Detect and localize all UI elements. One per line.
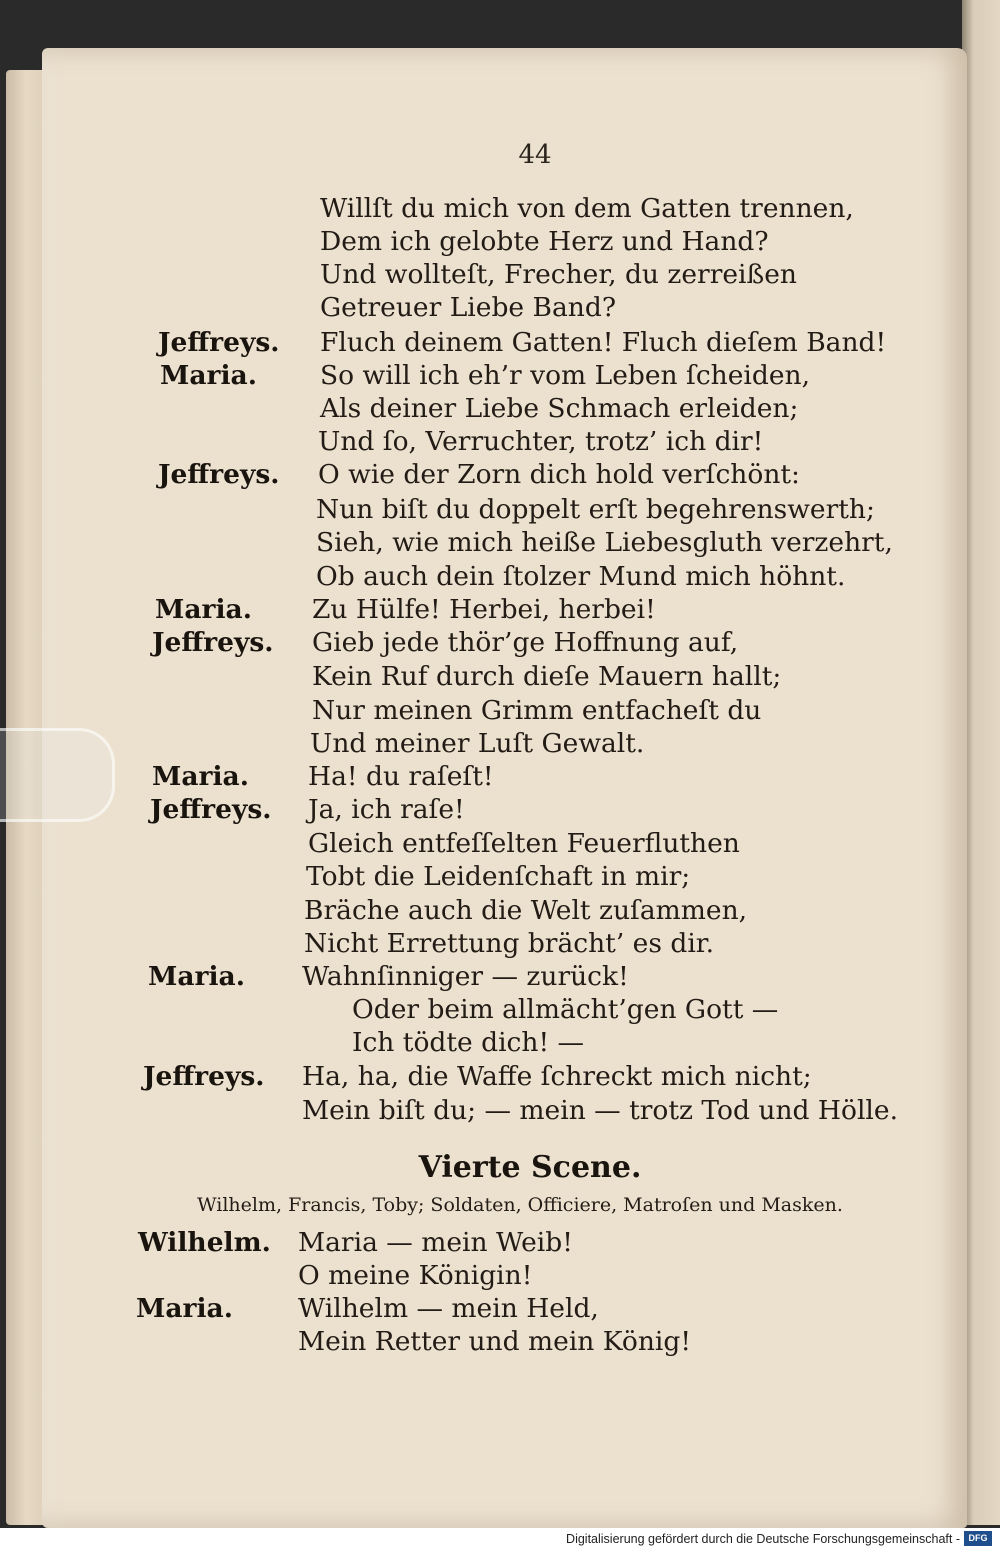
speaker-name: Maria. xyxy=(160,360,257,391)
verse-line: Tobt die Leidenſchaft in mir; xyxy=(306,861,691,892)
verse-line: Mein biſt du; — mein — trotz Tod und Hölle. xyxy=(302,1095,899,1126)
dfg-logo: DFG xyxy=(964,1531,992,1546)
verse-line: Ich tödte dich! — xyxy=(352,1027,585,1058)
page-clip xyxy=(0,728,115,822)
verse-line: Wahnſinniger — zurück! xyxy=(302,961,629,992)
verse-line: Bräche auch die Welt zuſammen, xyxy=(304,895,748,926)
verse-line: Ob auch dein ſtolzer Mund mich höhnt. xyxy=(316,561,846,592)
verse-line: Oder beim allmächt’gen Gott — xyxy=(352,994,779,1025)
verse-line: Getreuer Liebe Band? xyxy=(320,292,617,323)
verse-line: Sieh, wie mich heiße Liebesgluth verzehrt, xyxy=(316,527,893,558)
verse-line: Gieb jede thör’ge Hoffnung auf, xyxy=(312,627,739,658)
speaker-name: Jeffreys. xyxy=(143,1061,265,1092)
verse-line: Willſt du mich von dem Gatten trennen, xyxy=(320,193,854,224)
verse-line: Und meiner Luſt Gewalt. xyxy=(310,728,645,759)
speaker-name: Maria. xyxy=(152,761,249,792)
verse-line: Nur meinen Grimm entfacheſt du xyxy=(312,695,762,726)
verse-line: Ha, ha, die Waffe ſchreckt mich nicht; xyxy=(302,1061,812,1092)
scene-title: Vierte Scene. xyxy=(418,1150,642,1185)
speaker-name: Jeffreys. xyxy=(158,327,280,358)
verse-line: Zu Hülfe! Herbei, herbei! xyxy=(312,594,656,625)
speaker-name: Maria. xyxy=(136,1293,233,1324)
verse-line: Gleich entfeſſelten Feuerfluthen xyxy=(308,828,740,859)
speaker-name: Wilhelm. xyxy=(138,1227,271,1258)
verse-line: So will ich eh’r vom Leben ſcheiden, xyxy=(320,360,811,391)
verse-line: Und ſo, Verruchter, trotz’ ich dir! xyxy=(318,426,764,457)
verse-line: Ja, ich raſe! xyxy=(308,794,465,825)
verse-line: Dem ich gelobte Herz und Hand? xyxy=(320,226,769,257)
verse-line: O wie der Zorn dich hold verſchönt: xyxy=(318,459,800,490)
verse-line: O meine Königin! xyxy=(298,1260,533,1291)
verse-line: Nun biſt du doppelt erſt begehrenswerth; xyxy=(316,494,875,525)
verse-line: Maria — mein Weib! xyxy=(298,1227,573,1258)
speaker-name: Jeffreys. xyxy=(152,627,274,658)
verse-line: Kein Ruf durch dieſe Mauern hallt; xyxy=(312,661,782,692)
footer-credit: Digitalisierung gefördert durch die Deutsche Forschungsgemeinschaft - xyxy=(566,1532,960,1546)
verse-line: Ha! du raſeſt! xyxy=(308,761,494,792)
speaker-name: Maria. xyxy=(148,961,245,992)
facing-page-edge xyxy=(962,0,1000,1525)
speaker-name: Jeffreys. xyxy=(158,459,280,490)
speaker-name: Jeffreys. xyxy=(150,794,272,825)
verse-line: Und wollteſt, Frecher, du zerreißen xyxy=(320,259,797,290)
verse-line: Als deiner Liebe Schmach erleiden; xyxy=(320,393,799,424)
speaker-name: Maria. xyxy=(155,594,252,625)
verse-line: Fluch deinem Gatten! Fluch dieſem Band! xyxy=(320,327,887,358)
verse-line: Mein Retter und mein König! xyxy=(298,1326,691,1357)
page-number: 44 xyxy=(518,140,552,170)
scene-cast: Wilhelm, Francis, Toby; Soldaten, Officiere, Matroſen und Masken. xyxy=(197,1194,843,1216)
verse-line: Wilhelm — mein Held, xyxy=(298,1293,599,1324)
verse-line: Nicht Errettung brächt’ es dir. xyxy=(304,928,714,959)
